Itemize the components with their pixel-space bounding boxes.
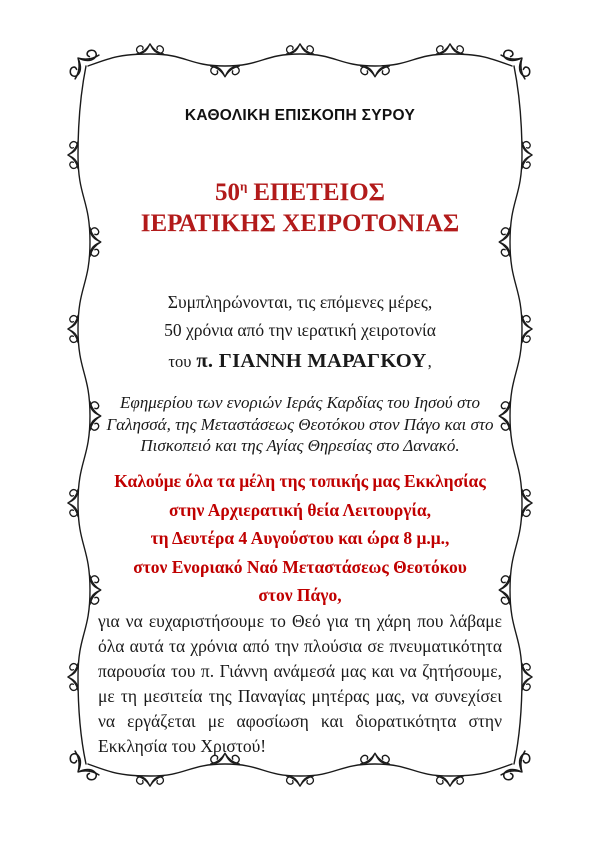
invitation-line: στον Ενοριακό Ναό Μεταστάσεως Θεοτόκου [133, 556, 467, 577]
invitation-line: στον Πάγο, [258, 585, 342, 605]
document-title [98, 177, 502, 239]
invitation-line: τη Δευτέρα 4 Αυγούστου και ώρα 8 μ.μ., [150, 528, 450, 548]
organization-title: ΚΑΘΟΛΙΚΗ ΕΠΙΣΚΟΠΗ ΣΥΡΟΥ [184, 107, 416, 124]
invitation-line: στην Αρχιερατική θεία Λειτουργία, [168, 499, 432, 520]
intro-line-2: 50 χρόνια από την ιερατική χειροτονία [164, 320, 436, 340]
closing-paragraph: για να ευχαριστήσουμε το Θεό για τη χάρη που λάβαμε όλα αυτά τα χρόνια από την πλούσια σε πνευματικότητα παρουσία του π. Γιάννη ανάμεσά μας και να ζητήσουμε, με τη μεσιτεία της Παναγίας μητέρας μας, να συνεχίσει να εργάζεται με αφοσίωση και διορατικότητα στην Εκκλησία του Χριστού! [98, 611, 502, 756]
honoree-suffix: , [427, 352, 432, 371]
title-ordinal-superscript: η [239, 178, 248, 194]
honoree-name: π. ΓΙΑΝΝΗ ΜΑΡΑΓΚΟΥ [196, 350, 427, 372]
honoree-line [98, 350, 502, 373]
border-top-edge [88, 44, 512, 77]
intro-line-1: Συμπληρώνονται, τις επόμενες μέρες, [167, 292, 433, 312]
title-line-1 [98, 177, 502, 208]
invitation-block [98, 467, 502, 610]
title-anniversary-number: 50 [214, 179, 240, 206]
border-right-edge [499, 66, 532, 764]
title-line-2: ΙΕΡΑΤΙΚΗΣ ΧΕΙΡΟΤΟΝΙΑΣ [140, 210, 460, 237]
honoree-prefix: του [168, 352, 192, 371]
honoree-description: Εφημερίου των ενοριών Ιεράς Καρδίας του Ιησού στο Γαλησσά, της Μεταστάσεως Θεοτόκου στον Πάγο και στο Πισκοπειό και της Αγίας Θηρεσίας στο Δανακό. [106, 393, 494, 455]
title-anniversary-word: ΕΠΕΤΕΙΟΣ [253, 179, 386, 206]
border-left-edge [68, 66, 101, 764]
invitation-line: Καλούμε όλα τα μέλη της τοπικής μας Εκκλησίας [114, 471, 486, 491]
